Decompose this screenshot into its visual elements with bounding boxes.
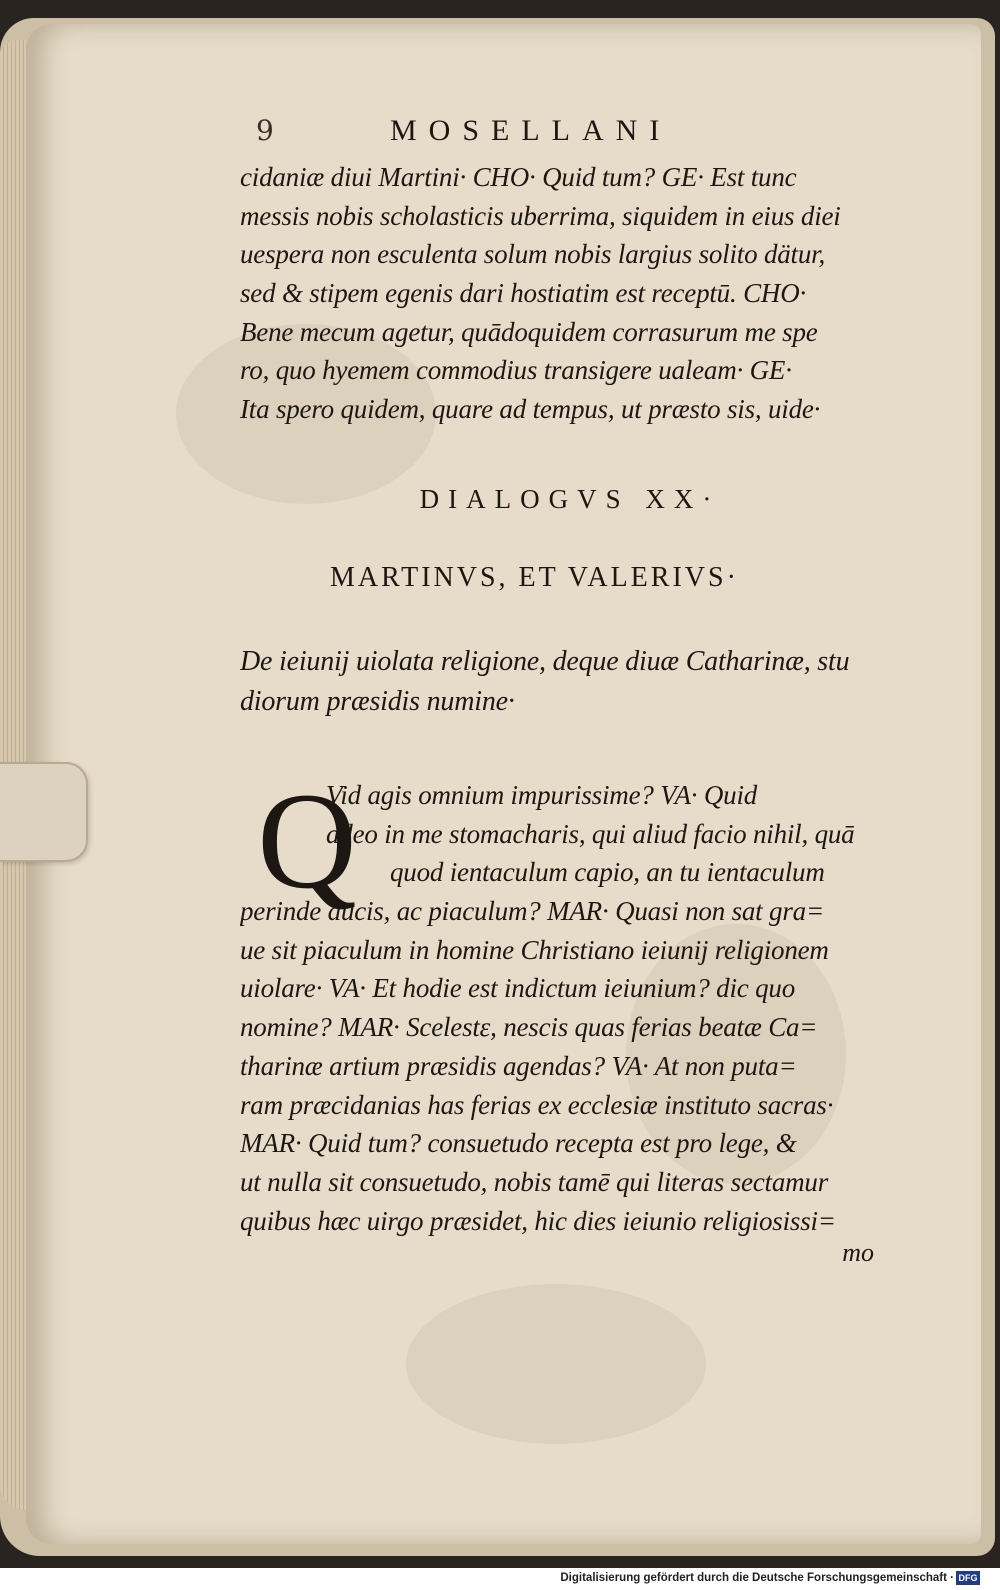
argument-line: De ieiunij uiolata religione, deque diuæ Catharinæ, stu (240, 646, 850, 677)
running-head: MOSELLANI (390, 114, 672, 147)
page-header (240, 114, 900, 154)
text-line: Vid agis omnium impurissime? VA· Quid (326, 780, 758, 810)
text-line: quibus hæc uirgo præsidet, hic dies ieiunio religiosissi= (240, 1205, 836, 1236)
argument-section (240, 642, 900, 722)
text-line: uespera non esculenta solum nobis largius solito dätur, (240, 239, 826, 270)
argument-line: diorum præsidis numine· (240, 686, 515, 717)
page-number: 9 (256, 114, 275, 147)
bookmark-clip (0, 762, 88, 862)
dfg-logo: DFG (956, 1571, 980, 1585)
text-body-section (240, 764, 900, 1240)
speakers-heading: MARTINVS, ET VALERIVS· (330, 562, 739, 593)
text-line: sed & stipem egenis dari hostiatim est receptū. CHO· (240, 278, 807, 309)
text-line: ut nulla sit consuetudo, nobis tamē qui literas sectamur (240, 1166, 829, 1197)
text-line: uiolare· VA· Et hodie est indictum ieiunium? dic quo (240, 973, 796, 1004)
paper-stain (406, 1284, 706, 1444)
decorated-initial: Q (257, 764, 357, 917)
text-line: adeo in me stomacharis, qui aliud facio nihil, quā (326, 818, 855, 849)
text-line: Ita spero quidem, quare ad tempus, ut præsto sis, uide· (240, 394, 821, 425)
footer-credit: Digitalisierung gefördert durch die Deutsche Forschungsgemeinschaft · (560, 1572, 954, 1584)
text-line: ro, quo hyemem commodius transigere ualeam· GE· (240, 355, 792, 386)
text-line: MAR· Quid tum? consuetudo recepta est pro lege, & (240, 1128, 797, 1159)
text-line: nomine? MAR· Scelestε, nescis quas ferias beatæ Ca= (240, 1012, 818, 1043)
text-top-section (240, 158, 900, 429)
text-line: Bene mecum agetur, quādoquidem corrasurum me spe (240, 316, 818, 347)
dialogue-heading: DIALOGVS XX· (419, 484, 721, 514)
catchword: mo (842, 1238, 874, 1267)
text-line: perinde ducis, ac piaculum? MAR· Quasi non sat gra= (240, 896, 824, 927)
text-line: ue sit piaculum in homine Christiano ieiunij religionem (240, 934, 829, 965)
text-line: quod ientaculum capio, an tu ientaculum (390, 857, 825, 888)
text-line: ram præcidanias has ferias ex ecclesiæ instituto sacras· (240, 1089, 834, 1120)
text-line: cidaniæ diui Martini· CHO· Quid tum? GE· Est tunc (240, 162, 797, 192)
text-line: messis nobis scholasticis uberrima, siquidem in eius diei (240, 200, 841, 231)
text-line: tharinæ artium præsidis agendas? VA· At non puta= (240, 1050, 797, 1081)
